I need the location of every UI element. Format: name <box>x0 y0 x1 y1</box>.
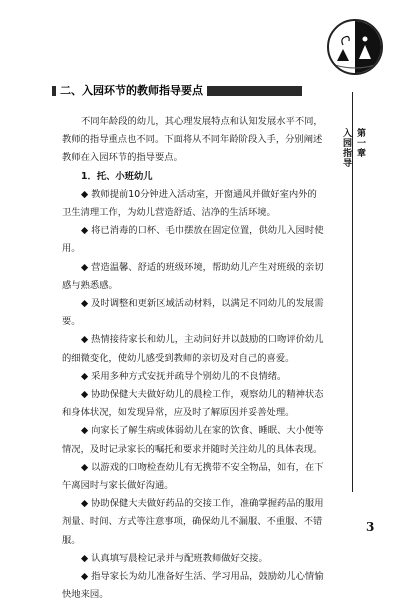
list-item: ◆ 协助保健大夫做好幼儿的晨检工作，观察幼儿的精神状态和身体状况，如发现异常，应及时了解原因并妥善处理。 <box>62 389 324 419</box>
list-item: ◆ 协助保健大夫做好药品的交接工作，准确掌握药品的服用剂量、时间、方式等注意事项，确保幼儿不漏服、不重服、不错服。 <box>62 498 324 546</box>
chapter-number: 第一章 <box>355 128 365 158</box>
intro-paragraph: 不同年龄段的幼儿，其心理发展特点和认知发展水平不同，教师的指导重点也不同。下面将从不同年龄阶段入手，分别阐述教师在入园环节的指导要点。 <box>62 116 323 164</box>
emblem-figures-icon <box>329 21 381 73</box>
list-item: ◆ 营造温馨、舒适的班级环境，帮助幼儿产生对班级的亲切感与熟悉感。 <box>62 261 324 291</box>
list-item: ◆ 热情接待家长和幼儿，主动问好并以鼓励的口吻评价幼儿的细微变化，使幼儿感受到教师的亲切及对自己的喜爱。 <box>62 334 324 364</box>
body-text <box>62 113 324 604</box>
list-item: ◆ 采用多种方式安抚并疏导个别幼儿的不良情绪。 <box>81 370 287 382</box>
chapter-emblem <box>327 19 383 75</box>
subheading: 1．托、小班幼儿 <box>81 170 153 182</box>
list-item: ◆ 及时调整和更新区域活动材料，以满足不同幼儿的发展需要。 <box>62 298 324 328</box>
list-item: ◆ 认真填写晨检记录并与配班教师做好交接。 <box>81 552 268 564</box>
list-item: ◆ 指导家长为幼儿准备好生活、学习用品，鼓励幼儿心情愉快地来园。 <box>62 571 324 601</box>
section-heading: 二、入园环节的教师指导要点 <box>56 84 207 98</box>
page-number: 3 <box>366 520 375 534</box>
chapter-strip-label <box>341 128 367 168</box>
list-item: ◆ 以游戏的口吻检查幼儿有无携带不安全物品，如有，在下午离园时与家长做好沟通。 <box>62 461 324 492</box>
chapter-title: 入园指导 <box>341 128 351 168</box>
list-item: ◆ 向家长了解生病或体弱幼儿在家的饮食、睡眠、大小便等情况，及时记录家长的嘱托和要求并随时关注幼儿的具体表现。 <box>62 425 324 455</box>
list-item: ◆ 将已消毒的口杯、毛巾摆放在固定位置，供幼儿入园时使用。 <box>62 225 324 255</box>
list-item: ◆ 教师提前10分钟进入活动室，开窗通风并做好室内外的卫生清理工作，为幼儿营造舒适、洁净的生活环境。 <box>62 188 317 219</box>
